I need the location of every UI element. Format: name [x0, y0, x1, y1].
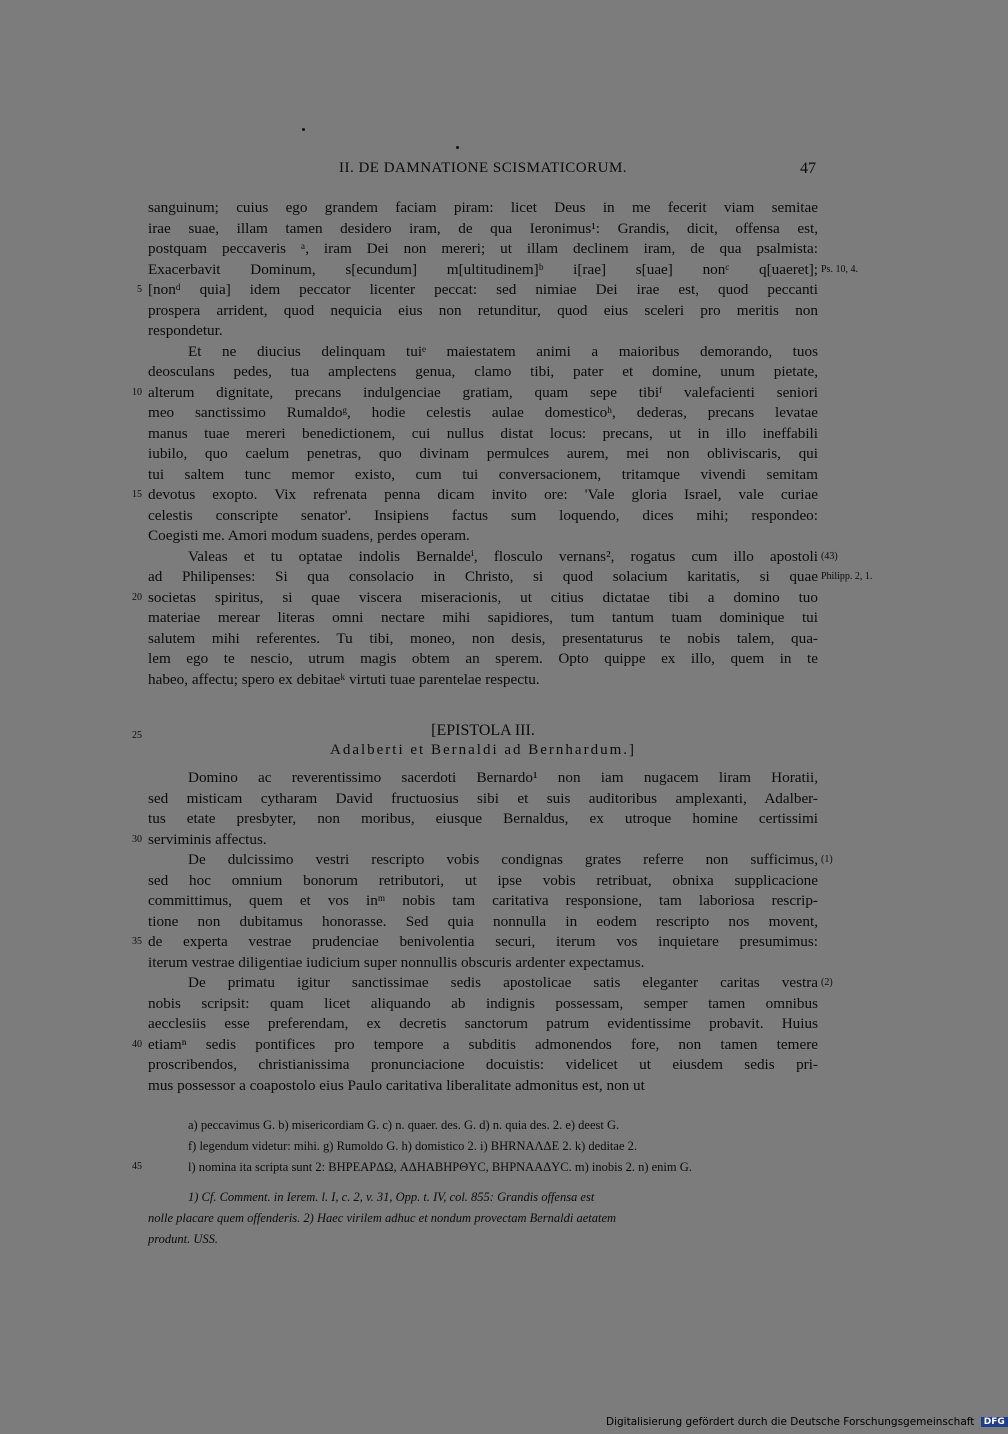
text-line: Coegisti me. Amori modum suadens, perdes operam. [148, 527, 470, 544]
margin-reference: Philipp. 2, 1. [821, 571, 873, 582]
apparatus-line: a) peccavimus G. b) misericordiam G. c) n. quaer. des. G. d) n. quia des. 2. e) deest G. [188, 1118, 620, 1132]
scan-speck [302, 128, 305, 131]
text-line: committimus, quem et vos inᵐ nobis tam caritativa responsione, tam laboriosa rescrip- [148, 892, 818, 909]
running-header [148, 160, 818, 182]
line-number: 20 [132, 591, 142, 603]
margin-reference: (1) [821, 854, 833, 865]
text-line: De primatu igitur sanctissimae sedis apostolicae satis eleganter caritas vestra [188, 974, 818, 991]
text-line: serviminis affectus. [148, 830, 267, 848]
text-line: postquam peccaveris ᵃ, iram Dei non mereri; ut illam declinem iram, de qua psalmista: [148, 240, 818, 257]
text-line: sed misticam cytharam David fructuosius sibi et suis auditoribus amplexanti, Adalber- [148, 789, 818, 807]
text-line: materiae merear literas omni nectare mihi sapidiores, tum tantum tuam dominique tui [148, 609, 818, 626]
page-number: 47 [800, 160, 816, 177]
text-line: devotus exopto. Vix refrenata penna dicam invito ore: 'Vale gloria Israel, vale curiae [148, 486, 818, 503]
text-line: etiamⁿ sedis pontifices pro tempore a subditis admonendos fore, non tamen temere [148, 1035, 818, 1053]
text-line: meo sanctissimo Rumaldoᵍ, hodie celestis aulae domesticoʰ, dederas, precans levatae [148, 404, 818, 421]
text-line: De dulcissimo vestri rescripto vobis condignas grates referre non sufficimus, [188, 851, 818, 868]
scan-speck [456, 146, 459, 149]
text-line: irae suae, illam tamen desidero iram, de qua Ieronimus¹: Grandis, dicit, offensa est, [148, 219, 818, 237]
text-line: de experta vestrae prudenciae benivolentia securi, iterum vos inquietare presumimus: [148, 933, 818, 950]
text-line: iubilo, quo caelum penetras, quo divinam permulces aurem, mei non obliviscaris, qui [148, 445, 818, 462]
text-line: alterum dignitate, precans indulgenciae gratiam, quam sepe tibiᶠ valefacienti seniori [148, 383, 818, 401]
line-number: 30 [132, 833, 142, 845]
text-line: tione non dubitamus honorasse. Sed quia nonnulla in eodem rescripto nos movent, [148, 912, 818, 930]
text-line: nobis scripsit: quam licet aliquando ab indignis possessam, semper tamen omnibus [148, 994, 818, 1012]
margin-reference: Ps. 10, 4. [821, 263, 858, 275]
text-line: Exacerbavit Dominum, s[ecundum] m[ultitudinem]ᵇ i[rae] s[uae] nonᶜ q[uaeret]; [148, 260, 818, 278]
text-line: habeo, affectu; spero ex debitaeᵏ virtuti tuae parentelae respectu. [148, 670, 540, 688]
margin-reference: (43) [821, 550, 838, 562]
text-line: Valeas et tu optatae indolis Bernaldeⁱ, flosculo vernans², rogatus cum illo apostoli [188, 547, 818, 565]
line-number: 10 [132, 386, 142, 398]
text-line: [nonᵈ quia] idem peccator licenter peccat: sed nimiae Dei irae est, quod peccanti [148, 281, 818, 298]
text-line: prospera arrident, quod nequicia eius non retunditur, quod eius sceleri pro meritis non [148, 301, 818, 319]
text-line: sanguinum; cuius ego grandem faciam piram: licet Deus in me fecerit viam semitae [148, 199, 818, 216]
text-line: salutem mihi referentes. Tu tibi, moneo, non desis, presentaturus te nobis talem, qua- [148, 629, 818, 647]
line-number: 15 [132, 489, 142, 500]
text-line: Et ne diucius delinquam tuiᵉ maiestatem animi a maioribus demorando, tuos [188, 342, 818, 360]
epistola-title: [EPISTOLA III. [431, 722, 535, 739]
footnote-line: 1) Cf. Comment. in Ierem. l. I, c. 2, v. 31, Opp. t. IV, col. 855: Grandis offensa est [188, 1190, 595, 1204]
text-line: tui saltem tunc memor existo, cum tui conversacionem, tritamque vivendi semitam [148, 465, 818, 483]
line-number: 35 [132, 936, 142, 947]
text-line: sed hoc omnium bonorum retributori, ut ipse vobis retribuat, obnixa supplicacione [148, 871, 818, 889]
text-line: proscribendos, christianissima pronunciacione docuistis: videlicet ut eiusdem sedis pri- [148, 1056, 818, 1073]
text-line: tus etate presbyter, non moribus, eiusque Bernaldus, ex utroque homine certissimi [148, 810, 818, 827]
apparatus-line: f) legendum videtur: mihi. g) Rumoldo G. h) domistico 2. i) BHRNAΛΔE 2. k) deditae 2. [188, 1139, 637, 1153]
epistola-subtitle: Adalberti et Bernaldi ad Bernhardum.] [329, 742, 636, 758]
text-line: mus possessor a coapostolo eius Paulo caritativa liberalitate admonitus est, non ut [148, 1076, 645, 1094]
text-line: lem ego te nescio, utrum magis obtem an sperem. Opto quippe ex illo, quem in te [148, 650, 818, 667]
dfg-logo: DFG [981, 1417, 1008, 1427]
footer-credit [606, 1416, 1008, 1428]
text-line: aecclesiis esse preferendam, ex decretis sanctorum patrum evidentissime probavit. Huius [148, 1015, 818, 1032]
apparatus-line: l) nomina ita scripta sunt 2: BHPEAPΔΩ, AΔHABHPΘYC, BHPNAAΔYC. m) inobis 2. n) enim G. [188, 1160, 692, 1174]
text-line: respondetur. [148, 322, 223, 339]
line-number: 40 [132, 1038, 142, 1050]
text-line: iterum vestrae diligentiae iudicium super nonnullis obscuris ardenter expectamus. [148, 953, 645, 971]
footer-text: Digitalisierung gefördert durch die Deutsche Forschungsgemeinschaft [606, 1416, 975, 1428]
line-number: 25 [132, 730, 142, 741]
text-line: Domino ac reverentissimo sacerdoti Bernardo¹ non iam nugacem liram Horatii, [188, 769, 818, 786]
footnote-line: nolle placare quem offenderis. 2) Haec virilem adhuc et nondum provectam Bernaldi aetatem [148, 1211, 617, 1225]
line-number: 5 [137, 284, 142, 295]
margin-reference: (2) [821, 977, 833, 988]
text-line: deosculans pedes, tua amplectens genua, clamo tibi, pater et domine, unum pietate, [148, 363, 818, 380]
text-line: societas spiritus, si quae viscera miseracionis, ut citius dictatae tibi a domino tuo [148, 588, 818, 606]
text-line: manus tuae mereri benedictionem, cui nullus distat locus: precans, ut in illo ineffabili [148, 424, 818, 442]
line-number: 45 [132, 1161, 142, 1172]
text-line: ad Philipenses: Si qua consolacio in Christo, si quod solacium karitatis, si quae [148, 568, 818, 585]
text-line: celestis conscripte senator'. Insipiens factus sum loquendo, dices mihi; respondeo: [148, 506, 818, 524]
running-title: II. DE DAMNATIONE SCISMATICORUM. [338, 160, 628, 176]
footnote-line: produnt. USS. [148, 1232, 219, 1246]
